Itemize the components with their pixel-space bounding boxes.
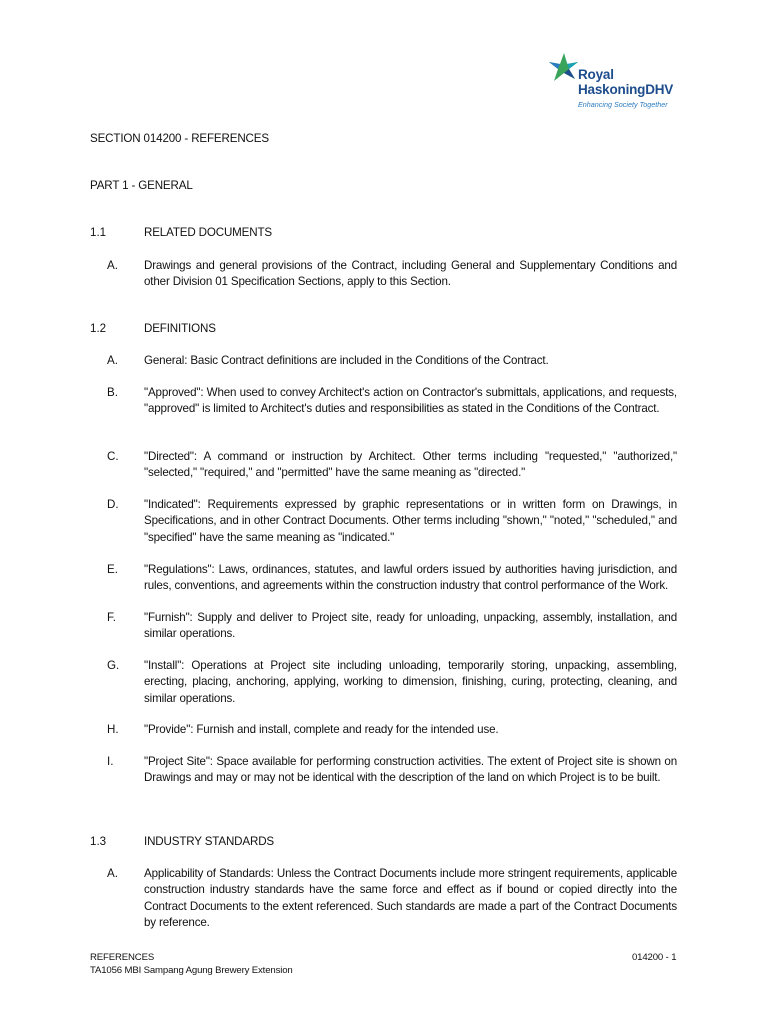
logo-star-icon [548, 52, 580, 86]
paragraph-text: "Project Site": Space available for performing construction activities. The extent of Project site is shown on Drawings and may or may not be identical with the description of the land on which Project is to be built. [144, 755, 677, 785]
logo-tagline: Enhancing Society Together [578, 100, 668, 109]
paragraph-letter: A. [107, 867, 118, 880]
paragraph-letter: B. [107, 386, 118, 399]
article-number-1-2: 1.2 [90, 322, 107, 335]
article-number-1-3: 1.3 [90, 835, 107, 848]
paragraph-letter: D. [107, 498, 119, 511]
paragraph-text: "Approved": When used to convey Architect's action on Contractor's submittals, applications, and requests, "approved" is limited to Architect's duties and responsibilities as stated in the Conditions of the Contract. [144, 386, 677, 416]
footer-page-number: 014200 - 1 [632, 952, 677, 963]
paragraph-letter: G. [107, 659, 120, 672]
article-number-1-1: 1.1 [90, 226, 107, 239]
part-title: PART 1 - GENERAL [90, 179, 193, 192]
paragraph-text: "Provide": Furnish and install, complete and ready for the intended use. [144, 723, 499, 736]
paragraph-letter: F. [107, 611, 117, 624]
paragraph-text: "Furnish": Supply and deliver to Project site, ready for unloading, unpacking, assembly, installation, and similar operations. [144, 611, 677, 641]
paragraph-letter: H. [107, 723, 119, 736]
paragraph-text: "Regulations": Laws, ordinances, statutes, and lawful orders issued by authorities having jurisdiction, and rules, conventions, and agreements within the construction industry that control performance of the Work. [144, 563, 677, 593]
logo-wordmark-line2: HaskoningDHV [578, 82, 674, 97]
footer-section-name: REFERENCES [90, 952, 155, 963]
paragraph-text: "Install": Operations at Project site including unloading, temporarily storing, unpacking, assembling, erecting, placing, anchoring, applying, working to dimension, finishing, curing, protecting, cleaning, and similar operations. [144, 659, 677, 705]
paragraph-text: General: Basic Contract definitions are included in the Conditions of the Contract. [144, 354, 549, 367]
company-logo [548, 50, 688, 112]
article-title-definitions: DEFINITIONS [144, 322, 216, 335]
paragraph-letter: C. [107, 450, 119, 463]
paragraph-text: "Indicated": Requirements expressed by graphic representations or in written form on Drawings, in Specifications, and in other Contract Documents. Other terms including "shown," "noted," "scheduled," and "specified" have the same meaning as "indicated." [144, 498, 677, 544]
footer-project-name: TA1056 MBI Sampang Agung Brewery Extension [90, 965, 293, 976]
paragraph-text: "Directed": A command or instruction by Architect. Other terms including "requested," "authorized," "selected," "required," and "permitted" have the same meaning as "directed." [144, 450, 677, 480]
paragraph-letter: E. [107, 563, 118, 576]
paragraph-letter: A. [107, 259, 118, 272]
logo-wordmark-line1: Royal [578, 67, 614, 82]
section-title: SECTION 014200 - REFERENCES [90, 132, 269, 145]
article-title-related-documents: RELATED DOCUMENTS [144, 226, 272, 239]
paragraph-text: Drawings and general provisions of the Contract, including General and Supplementary Conditions and other Division 01 Specification Sections, apply to this Section. [144, 259, 677, 289]
article-title-industry-standards: INDUSTRY STANDARDS [144, 835, 275, 848]
paragraph-text: Applicability of Standards: Unless the Contract Documents include more stringent requirements, applicable construction industry standards have the same force and effect as if bound or copied directly into the Contract Documents to the extent referenced. Such standards are made a part of the Contract Documents by reference. [144, 867, 677, 929]
paragraph-letter: I. [107, 755, 114, 768]
paragraph-letter: A. [107, 354, 118, 367]
